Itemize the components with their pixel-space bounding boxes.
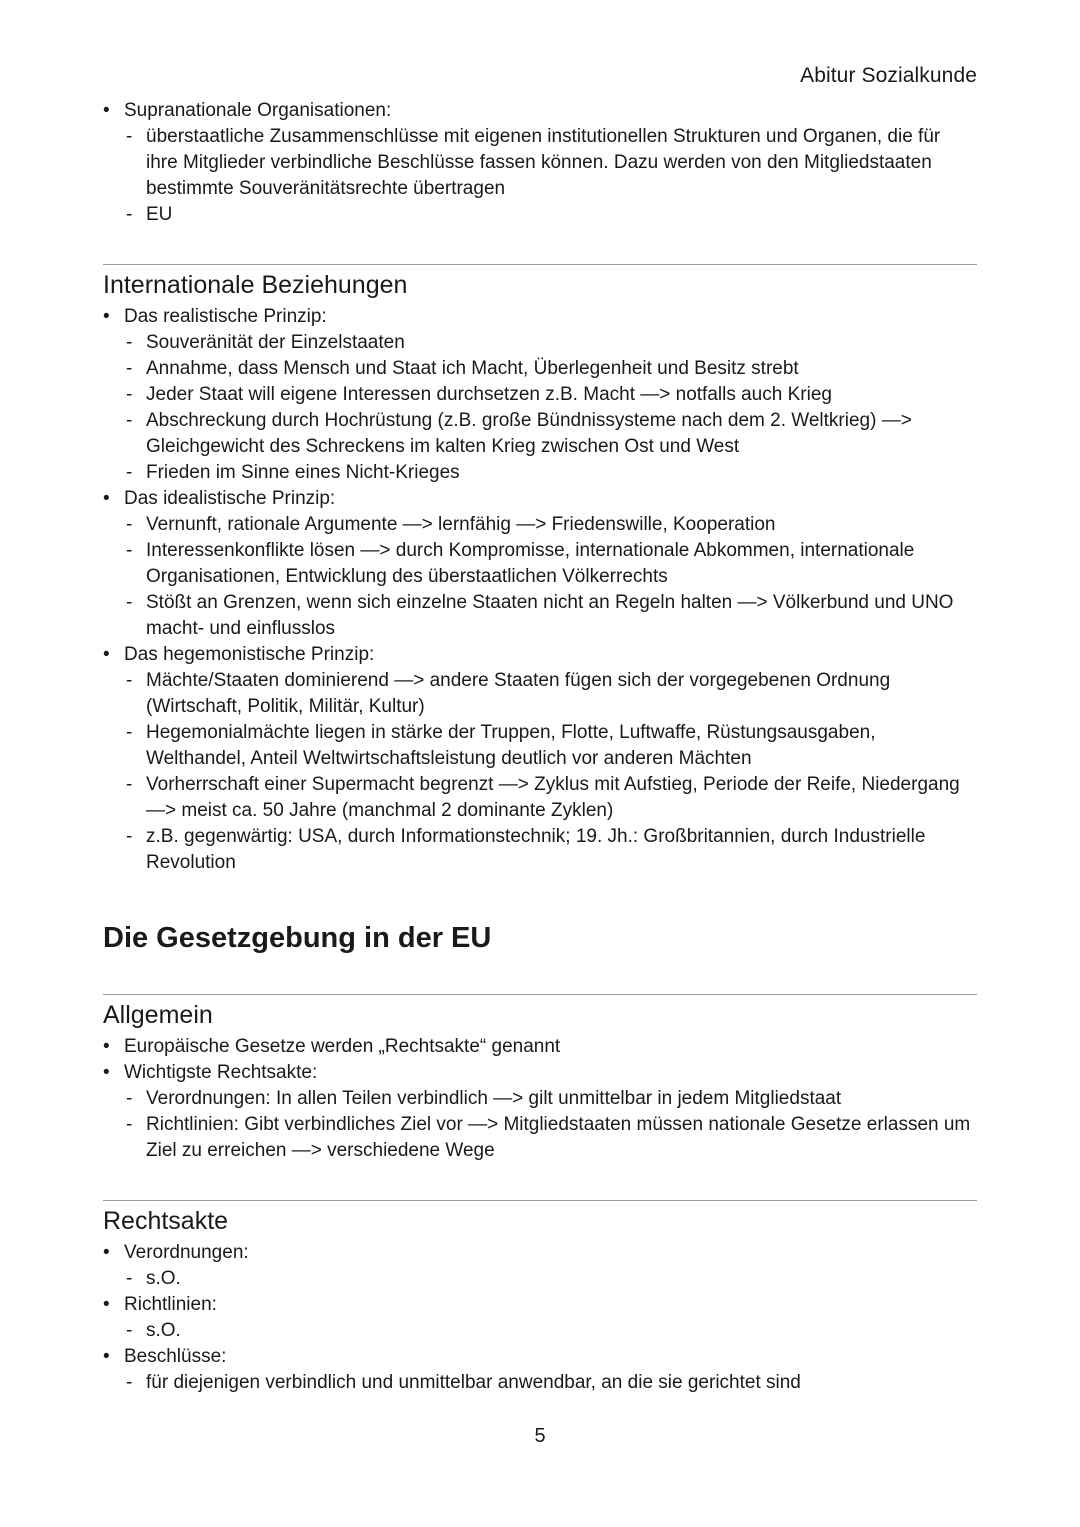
rechtsakte-list [103,1240,977,1396]
dash-item: - EU [124,202,977,228]
bullet-label: Wichtigste Rechtsakte: [124,1062,318,1083]
dash-item: - Vorherrschaft einer Supermacht begrenzt —> Zyklus mit Aufstieg, Periode der Reife, Niedergang —> meist ca. 50 Jahre (manchmal 2 dominante Zyklen) [124,772,977,824]
bullet-label: Das idealistische Prinzip: [124,488,336,509]
bullet-item [103,1344,977,1396]
bullet-label: Das realistische Prinzip: [124,306,327,327]
bullet-label: Richtlinien: [124,1294,217,1315]
section-heading: Allgemein [103,1001,213,1029]
dash-item: - Abschreckung durch Hochrüstung (z.B. große Bündnissysteme nach dem 2. Weltkrieg) —> Gleichgewicht des Schreckens im kalten Krieg zwischen Ost und West [124,408,977,460]
dash-list [124,1266,977,1292]
dash-list [124,668,977,876]
section-divider [103,994,977,995]
dash-list [124,330,977,486]
dash-item: - Mächte/Staaten dominierend —> andere Staaten fügen sich der vorgegebenen Ordnung (Wirtschaft, Politik, Militär, Kultur) [124,668,977,720]
dash-item: - Jeder Staat will eigene Interessen durchsetzen z.B. Macht —> notfalls auch Krieg [124,382,977,408]
page-content [103,98,977,1396]
dash-list [124,1370,977,1396]
dash-item: - Souveränität der Einzelstaaten [124,330,977,356]
principles-list [103,304,977,876]
dash-list [124,124,977,228]
intro-list [103,98,977,228]
bullet-item [103,1240,977,1292]
bullet-item [103,98,977,228]
dash-list [124,1086,977,1164]
dash-list [124,1318,977,1344]
allgemein-list [103,1034,977,1164]
dash-list [124,512,977,642]
dash-item: - überstaatliche Zusammenschlüsse mit eigenen institutionellen Strukturen und Organen, die für ihre Mitglieder verbindliche Beschlüsse fassen können. Dazu werden von den Mitgliedstaaten bestimmte Souveränitätsrechte übertragen [124,124,977,202]
dash-item: - Stößt an Grenzen, wenn sich einzelne Staaten nicht an Regeln halten —> Völkerbund und UNO macht- und einflusslos [124,590,977,642]
bullet-item [103,1034,977,1060]
section-divider [103,1200,977,1201]
page-number: 5 [534,1425,546,1447]
section-heading: Internationale Beziehungen [103,271,408,299]
bullet-label: Verordnungen: [124,1242,249,1263]
bullet-label: Supranationale Organisationen: [124,100,392,121]
bullet-label: Das hegemonistische Prinzip: [124,644,375,665]
dash-item: - Richtlinien: Gibt verbindliches Ziel vor —> Mitgliedstaaten müssen nationale Gesetze erlassen um Ziel zu erreichen —> verschiedene Wege [124,1112,977,1164]
bullet-item [103,304,977,486]
dash-item: - s.O. [124,1318,977,1344]
main-heading: Die Gesetzgebung in der EU [103,922,492,954]
bullet-item [103,1060,977,1164]
section-heading: Rechtsakte [103,1207,229,1235]
page-header: Abitur Sozialkunde [800,64,977,87]
dash-item: - Interessenkonflikte lösen —> durch Kompromisse, internationale Abkommen, internationale Organisationen, Entwicklung des überstaatlichen Völkerrechts [124,538,977,590]
dash-item: - für diejenigen verbindlich und unmittelbar anwendbar, an die sie gerichtet sind [124,1370,977,1396]
dash-item: - s.O. [124,1266,977,1292]
dash-item: - Hegemonialmächte liegen in stärke der Truppen, Flotte, Luftwaffe, Rüstungsausgaben, Welthandel, Anteil Weltwirtschaftsleistung deutlich vor anderen Mächten [124,720,977,772]
bullet-item [103,642,977,876]
dash-item: - Frieden im Sinne eines Nicht-Krieges [124,460,977,486]
dash-item: - z.B. gegenwärtig: USA, durch Informationstechnik; 19. Jh.: Großbritannien, durch Industrielle Revolution [124,824,977,876]
dash-item: - Vernunft, rationale Argumente —> lernfähig —> Friedenswille, Kooperation [124,512,977,538]
bullet-label: Beschlüsse: [124,1346,227,1367]
bullet-item [103,1292,977,1344]
dash-item: - Annahme, dass Mensch und Staat ich Macht, Überlegenheit und Besitz strebt [124,356,977,382]
dash-item: - Verordnungen: In allen Teilen verbindlich —> gilt unmittelbar in jedem Mitgliedstaat [124,1086,977,1112]
bullet-label: Europäische Gesetze werden „Rechtsakte“ genannt [124,1036,561,1057]
bullet-item [103,486,977,642]
section-divider [103,264,977,265]
